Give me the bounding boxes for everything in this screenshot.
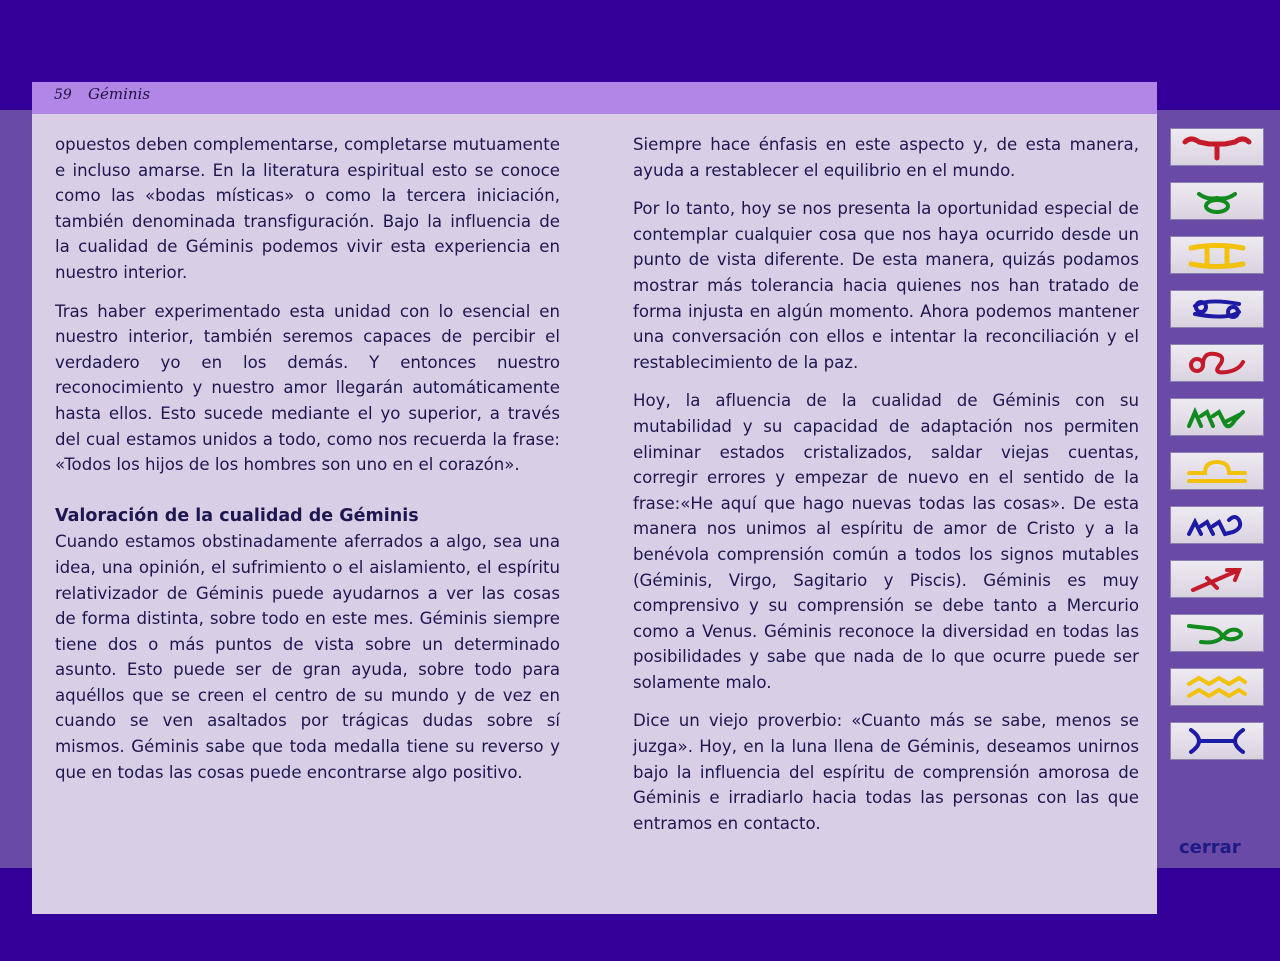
section-heading: Valoración de la cualidad de Géminis bbox=[55, 505, 419, 526]
zodiac-button-pisces[interactable] bbox=[1170, 722, 1264, 760]
paragraph: Siempre hace énfasis en este aspecto y, de esta manera, ayuda a restablecer el equilibrio en el mundo. bbox=[633, 135, 1139, 180]
page-number: 59 bbox=[54, 87, 72, 103]
left-column bbox=[55, 132, 560, 798]
zodiac-button-capricorn[interactable] bbox=[1170, 614, 1264, 652]
libra-icon bbox=[1177, 456, 1257, 486]
paragraph: opuestos deben complementarse, completarse mutuamente e incluso amarse. En la literatura espiritual esto se conoce como las «bodas místicas» o como la tercera iniciación, también denominada transfiguración. Bajo la influencia de la cualidad de Géminis podemos vivir esta experiencia en nuestro interior. bbox=[55, 135, 560, 282]
paragraph: Dice un viejo proverbio: «Cuanto más se sabe, menos se juzga». Hoy, en la luna llena de Géminis, deseamos unirnos bajo la influencia del espíritu de comprensión amorosa de Géminis e irradiarlo hacia todas las personas con las que entramos en contacto. bbox=[633, 711, 1139, 833]
book-page bbox=[32, 82, 1157, 914]
virgo-icon bbox=[1177, 402, 1257, 432]
zodiac-button-scorpio[interactable] bbox=[1170, 506, 1264, 544]
paragraph: Hoy, la afluencia de la cualidad de Géminis con su mutabilidad y su capacidad de adaptación nos permiten eliminar estados cristalizados, saldar viejas cuentas, corregir errores y empezar de nuevo en el sentido de la frase:«He aquí que hago nuevas todas las cosas». De esta manera nos unimos al espíritu de amor de Cristo y a la benévola comprensión común a todos los signos mutables (Géminis, Virgo, Sagitario y Piscis). Géminis es muy comprensivo y su comprensión se debe tanto a Mercurio como a Venus. Géminis reconoce la diversidad en todas las posibilidades y sabe que nada de lo que ocurre puede ser solamente malo. bbox=[633, 391, 1139, 692]
zodiac-button-sagittarius[interactable] bbox=[1170, 560, 1264, 598]
leo-icon bbox=[1177, 348, 1257, 378]
zodiac-button-aries[interactable] bbox=[1170, 128, 1264, 166]
pisces-icon bbox=[1177, 726, 1257, 756]
zodiac-button-aquarius[interactable] bbox=[1170, 668, 1264, 706]
taurus-icon bbox=[1177, 186, 1257, 216]
zodiac-button-cancer[interactable] bbox=[1170, 290, 1264, 328]
page-header bbox=[32, 82, 1157, 114]
zodiac-button-leo[interactable] bbox=[1170, 344, 1264, 382]
sagittarius-icon bbox=[1177, 564, 1257, 594]
capricorn-icon bbox=[1177, 618, 1257, 648]
gemini-icon bbox=[1177, 240, 1257, 270]
scorpio-icon bbox=[1177, 510, 1257, 540]
cancer-icon bbox=[1177, 294, 1257, 324]
close-button[interactable]: cerrar bbox=[1179, 837, 1241, 858]
right-column bbox=[633, 132, 1139, 849]
paragraph: Tras haber experimentado esta unidad con lo esencial en nuestro interior, también seremos capaces de percibir el verdadero yo en los demás. Y entonces nuestro reconocimiento y nuestro amor llegarán automáticamente hasta ellos. Esto sucede mediante el yo superior, a través del cual estamos unidos a todo, como nos recuerda la frase: «Todos los hijos de los hombres son uno en el corazón». bbox=[55, 301, 560, 475]
aries-icon bbox=[1177, 132, 1257, 162]
chapter-title: Géminis bbox=[88, 85, 151, 103]
aquarius-icon bbox=[1177, 672, 1257, 702]
zodiac-button-taurus[interactable] bbox=[1170, 182, 1264, 220]
zodiac-button-virgo[interactable] bbox=[1170, 398, 1264, 436]
zodiac-button-libra[interactable] bbox=[1170, 452, 1264, 490]
paragraph: Cuando estamos obstinadamente aferrados a algo, sea una idea, una opinión, el sufrimiento o el aislamiento, el espíritu relativizador de Géminis puede ayudarnos a ver las cosas de forma distinta, sobre todo en este mes. Géminis siempre tiene dos o más puntos de vista sobre un determinado asunto. Esto puede ser de gran ayuda, sobre todo para aquéllos que se creen el centro de su mundo y de vez en cuando se ven asaltados por trágicas dudas sobre sí mismos. Géminis sabe que toda medalla tiene su reverso y que en todas las cosas puede encontrarse algo positivo. bbox=[55, 532, 560, 782]
paragraph: Por lo tanto, hoy se nos presenta la oportunidad especial de contemplar cualquier cosa que nos haya ocurrido desde un punto de vista diferente. De esta manera, quizás podamos mostrar más tolerancia hacia quienes nos han tratado de forma injusta en algún momento. Ahora podemos mantener una conversación con ellos e intentar la reconciliación y el restablecimiento de la paz. bbox=[633, 199, 1139, 372]
zodiac-button-gemini[interactable] bbox=[1170, 236, 1264, 274]
